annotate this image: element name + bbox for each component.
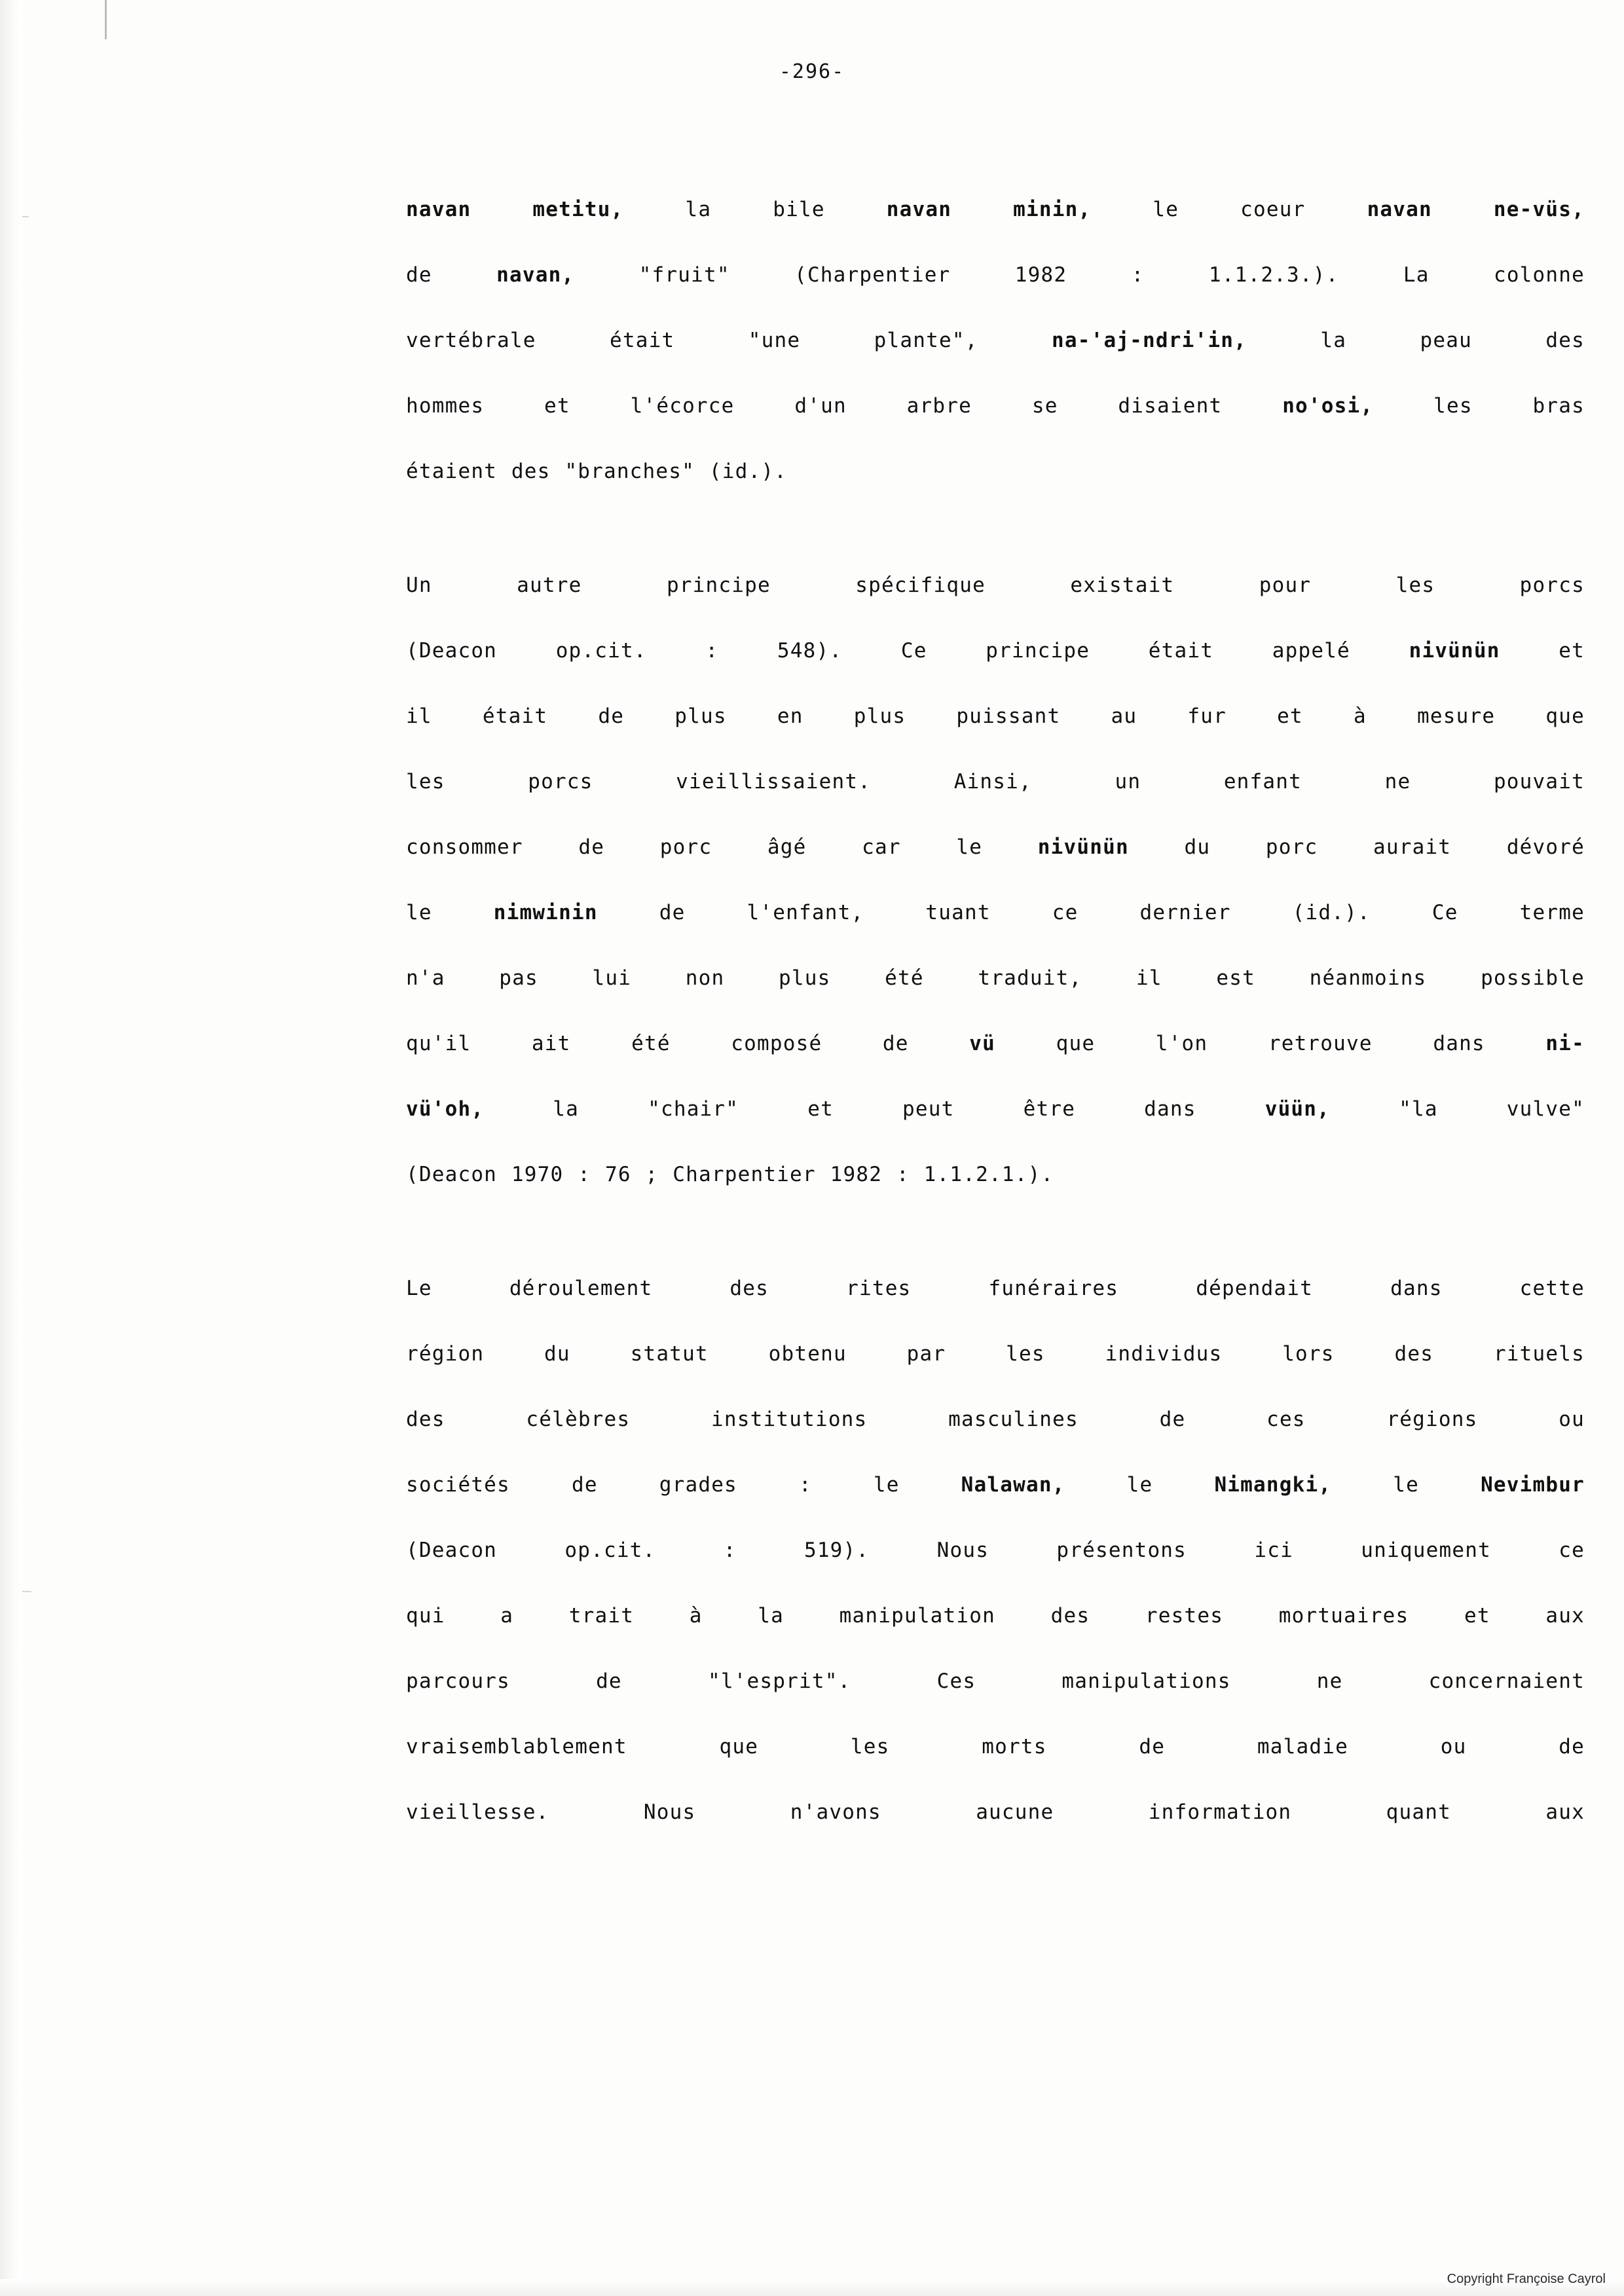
text-line: le nimwinin de l'enfant, tuant ce dernier (id.). Ce terme bbox=[406, 901, 1585, 924]
scan-artifact-tick-top bbox=[22, 216, 29, 217]
text-line: Un autre principe spécifique existait pour les porcs bbox=[406, 574, 1585, 597]
text-line: vertébrale était "une plante", na-'aj-ndri'in, la peau des bbox=[406, 329, 1585, 352]
text-line: étaient des "branches" (id.). bbox=[406, 460, 788, 483]
text-line: Le déroulement des rites funéraires dépendait dans cette bbox=[406, 1277, 1585, 1300]
paragraph-2 bbox=[406, 553, 1585, 1207]
text-line: (Deacon op.cit. : 519). Nous présentons ici uniquement ce bbox=[406, 1539, 1585, 1562]
scan-artifact-mark bbox=[105, 0, 107, 39]
scan-edge-bottom bbox=[0, 2279, 1624, 2296]
text-line: hommes et l'écorce d'un arbre se disaient no'osi, les bras bbox=[406, 394, 1585, 418]
copyright-notice: Copyright Françoise Cayrol bbox=[1447, 2272, 1606, 2286]
text-line: consommer de porc âgé car le nivünün du porc aurait dévoré bbox=[406, 835, 1585, 859]
text-line: (Deacon op.cit. : 548). Ce principe était appelé nivünün et bbox=[406, 639, 1585, 663]
text-line: région du statut obtenu par les individus lors des rituels bbox=[406, 1342, 1585, 1366]
text-line: qui a trait à la manipulation des restes mortuaires et aux bbox=[406, 1604, 1585, 1628]
text-line: vieillesse. Nous n'avons aucune information quant aux bbox=[406, 1800, 1585, 1824]
page-number: -296- bbox=[779, 60, 845, 83]
scan-artifact-tick-bottom bbox=[22, 1591, 31, 1592]
text-line: vraisemblablement que les morts de maladie ou de bbox=[406, 1735, 1585, 1758]
text-line: sociétés de grades : le Nalawan, le Nimangki, le Nevimbur bbox=[406, 1473, 1585, 1497]
text-line: n'a pas lui non plus été traduit, il est néanmoins possible bbox=[406, 966, 1585, 990]
text-line: (Deacon 1970 : 76 ; Charpentier 1982 : 1.1.2.1.). bbox=[406, 1163, 1054, 1186]
scan-edge-shadow bbox=[0, 0, 22, 2296]
paragraph-1 bbox=[406, 177, 1585, 504]
text-line: qu'il ait été composé de vü que l'on retrouve dans ni- bbox=[406, 1032, 1585, 1055]
text-line: il était de plus en plus puissant au fur et à mesure que bbox=[406, 704, 1585, 728]
text-line: navan metitu, la bile navan minin, le coeur navan ne-vüs, bbox=[406, 198, 1585, 221]
text-line: les porcs vieillissaient. Ainsi, un enfant ne pouvait bbox=[406, 770, 1585, 793]
page-body bbox=[406, 177, 1585, 1845]
text-line: parcours de "l'esprit". Ces manipulations ne concernaient bbox=[406, 1669, 1585, 1693]
text-line: des célèbres institutions masculines de ces régions ou bbox=[406, 1408, 1585, 1431]
text-line: de navan, "fruit" (Charpentier 1982 : 1.1.2.3.). La colonne bbox=[406, 263, 1585, 287]
paragraph-3 bbox=[406, 1256, 1585, 1845]
text-line: vü'oh, la "chair" et peut être dans vüün, "la vulve" bbox=[406, 1097, 1585, 1121]
